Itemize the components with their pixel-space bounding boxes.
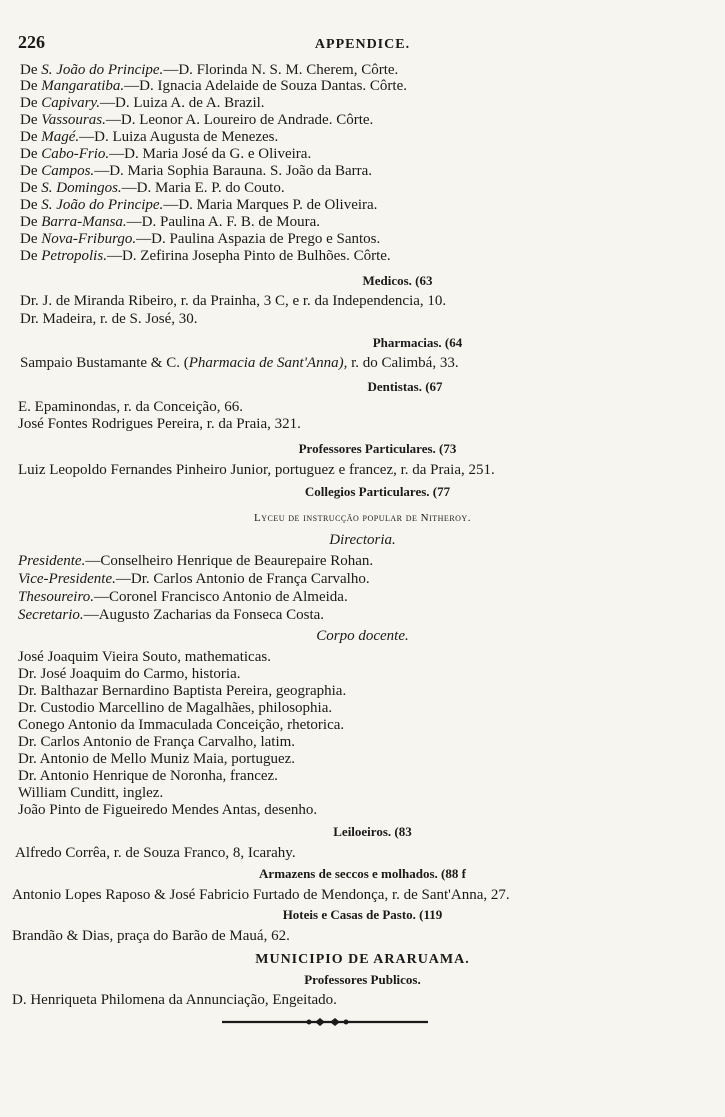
rule-dot: [344, 1020, 349, 1025]
docente-entry: Dr. Carlos Antonio de França Carvalho, latim.: [18, 734, 296, 750]
directoria-label: Directoria.: [329, 532, 396, 548]
section-heading-dentistas: Dentistas. (67: [367, 379, 443, 394]
rule-diamond: [315, 1018, 325, 1026]
armazem-entry: Antonio Lopes Raposo & José Fabricio Furtado de Mendonça, r. de Sant'Anna, 27.: [12, 887, 510, 903]
section-heading-medicos: Medicos. (63: [362, 273, 433, 288]
directoria-entry: Secretario.—Augusto Zacharias da Fonseca Costa.: [18, 607, 325, 623]
running-title: [0, 36, 725, 53]
medico-entry: Dr. Madeira, r. de S. José, 30.: [20, 311, 198, 327]
section-heading-professores-publicos: Professores Publicos.: [304, 972, 421, 987]
docente-entry: José Joaquim Vieira Souto, mathematicas.: [18, 649, 271, 665]
section-heading-professores-particulares: Professores Particulares. (73: [298, 441, 457, 456]
municipio-title-text: MUNICIPIO DE ARARUAMA.: [255, 952, 470, 967]
docente-entry: Dr. Balthazar Bernardino Baptista Pereira, geographia.: [18, 683, 347, 699]
page-number-text: 226: [18, 32, 45, 52]
directoria-entry: Presidente.—Conselheiro Henrique de Beaurepaire Rohan.: [18, 553, 374, 569]
donation-line: De Campos.—D. Maria Sophia Barauna. S. João da Barra.: [20, 163, 373, 179]
directoria-entry: Thesoureiro.—Coronel Francisco Antonio de Almeida.: [18, 589, 348, 605]
ornamental-rule: [220, 1016, 430, 1028]
docente-entry: João Pinto de Figueiredo Mendes Antas, desenho.: [18, 802, 318, 818]
donation-line: De Nova-Friburgo.—D. Paulina Aspazia de Prego e Santos.: [20, 231, 381, 247]
donation-line: De Cabo-Frio.—D. Maria José da G. e Oliveira.: [20, 146, 312, 162]
donation-line: De Vassouras.—D. Leonor A. Loureiro de Andrade. Côrte.: [20, 112, 374, 128]
donation-line: De Barra-Mansa.—D. Paulina A. F. B. de Moura.: [20, 214, 321, 230]
donation-line: De Capivary.—D. Luiza A. de A. Brazil.: [20, 95, 265, 111]
docente-entry: Dr. Antonio Henrique de Noronha, francez.: [18, 768, 278, 784]
municipio-title: [0, 951, 725, 968]
lyceu-title-text: Lyceu de instrucção popular de Nitheroy.: [254, 512, 471, 524]
rule-diamond: [330, 1018, 340, 1026]
medico-entry: Dr. J. de Miranda Ribeiro, r. da Prainha, 3 C, e r. da Independencia, 10.: [20, 293, 447, 309]
docente-entry: William Cunditt, inglez.: [18, 785, 164, 801]
running-title-text: APPENDICE.: [314, 37, 411, 52]
donation-line: De S. João do Principe.—D. Maria Marques P. de Oliveira.: [20, 197, 378, 213]
corpo-docente-label: Corpo docente.: [316, 628, 409, 644]
donation-line: De Mangaratiba.—D. Ignacia Adelaide de Souza Dantas. Côrte.: [20, 78, 407, 94]
docente-entry: Dr. Antonio de Mello Muniz Maia, portuguez.: [18, 751, 296, 767]
section-heading-leiloeiros: Leiloeiros. (83: [333, 824, 412, 839]
dentista-entry: E. Epaminondas, r. da Conceição, 66.: [18, 399, 243, 415]
leiloeiro-entry: Alfredo Corrêa, r. de Souza Franco, 8, Icarahy.: [15, 845, 296, 861]
professor-publico-entry: D. Henriqueta Philomena da Annunciação, Engeitado.: [12, 992, 337, 1008]
hotel-entry: Brandão & Dias, praça do Barão de Mauá, 62.: [12, 928, 290, 944]
dentista-entry: José Fontes Rodrigues Pereira, r. da Praia, 321.: [18, 416, 301, 432]
donation-line: De S. João do Principe.—D. Florinda N. S. M. Cherem, Côrte.: [20, 62, 399, 78]
docente-entry: Conego Antonio da Immaculada Conceição, rhetorica.: [18, 717, 345, 733]
section-heading-hoteis: Hoteis e Casas de Pasto. (119: [282, 907, 443, 922]
donation-line: De Magé.—D. Luiza Augusta de Menezes.: [20, 129, 279, 145]
docente-entry: Dr. José Joaquim do Carmo, historia.: [18, 666, 241, 682]
professor-particular-entry: Luiz Leopoldo Fernandes Pinheiro Junior, portuguez e francez, r. da Praia, 251.: [18, 462, 495, 478]
docente-entry: Dr. Custodio Marcellino de Magalhães, philosophia.: [18, 700, 333, 716]
donation-line: De S. Domingos.—D. Maria E. P. do Couto.: [20, 180, 285, 196]
directoria-entry: Vice-Presidente.—Dr. Carlos Antonio de França Carvalho.: [18, 571, 370, 587]
lyceu-title: [0, 509, 725, 526]
pharmacia-entry: Sampaio Bustamante & C. (Pharmacia de Sant'Anna), r. do Calimbá, 33.: [20, 355, 459, 371]
section-heading-pharmacias: Pharmacias. (64: [372, 335, 463, 350]
section-heading-collegios: Collegios Particulares. (77: [304, 484, 451, 499]
rule-dot: [307, 1020, 312, 1025]
section-heading-armazens: Armazens de seccos e molhados. (88 f: [259, 866, 466, 881]
donation-line: De Petropolis.—D. Zefirina Josepha Pinto de Bulhões. Côrte.: [20, 248, 391, 264]
